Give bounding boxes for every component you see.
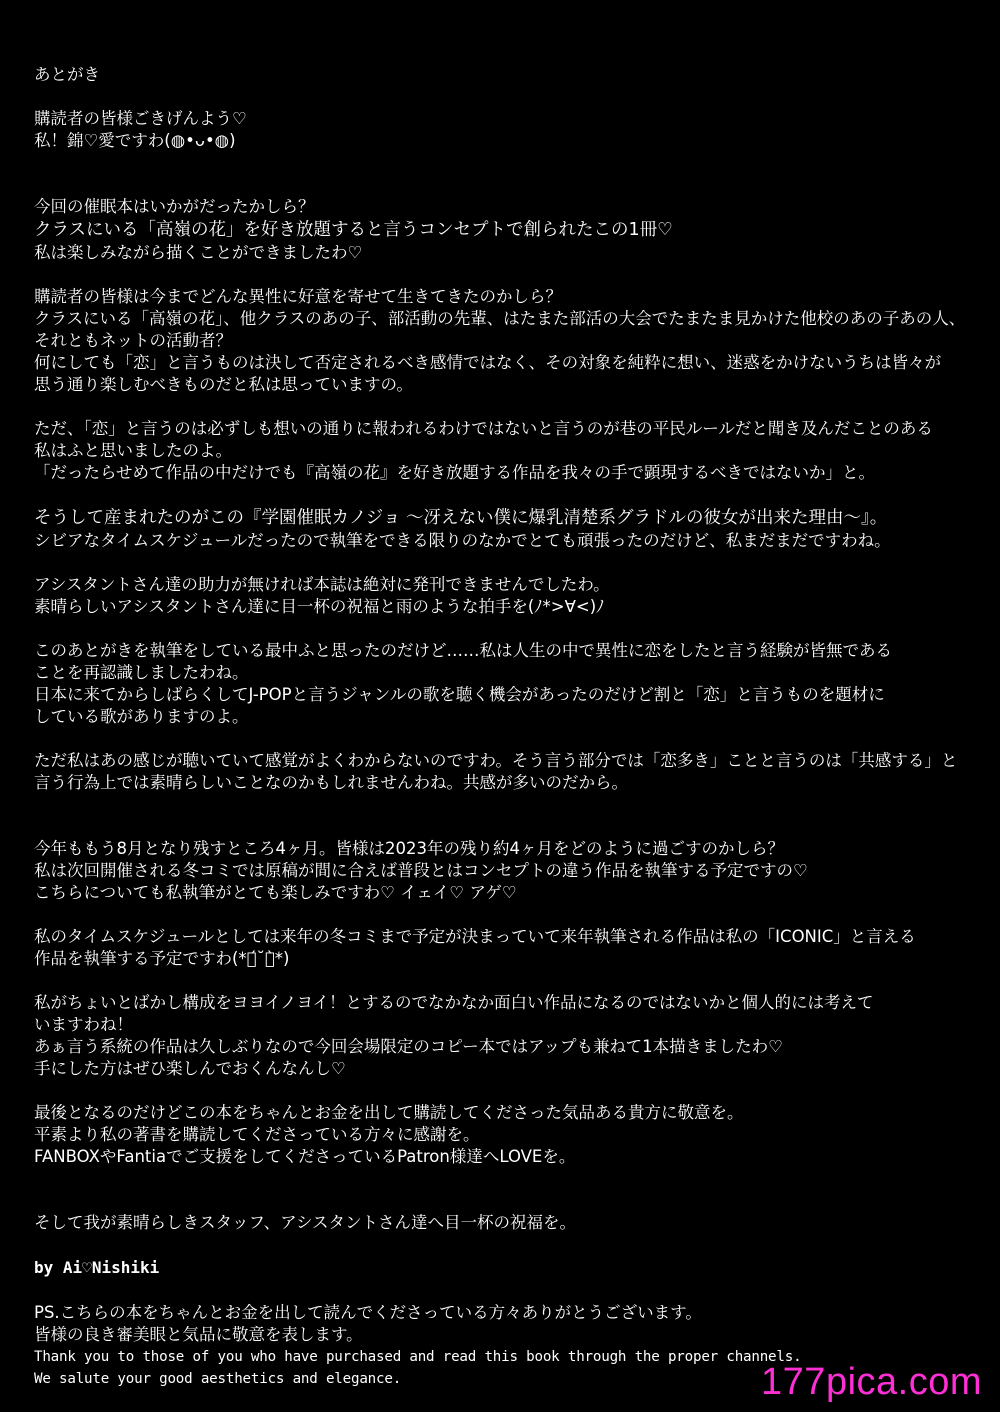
paragraph-line: クラスにいる「高嶺の花」、他クラスのあの子、部活動の先輩、はたまた部活の大会でたまたま見かけた他校のあの子あの人、	[34, 309, 966, 328]
signature-by: by Ai	[34, 1258, 83, 1277]
paragraph-line: 日本に来てからしばらくしてJ-POPと言うジャンルの歌を聴く機会があったのだけど割と「恋」と言うものを題材に	[34, 685, 885, 704]
watermark-domain: pica.com	[825, 1361, 982, 1403]
paragraph-line: 平素より私の著書を購読してくださっている方々に感謝を。	[34, 1125, 480, 1144]
ps-line: 皆様の良き審美眼と気品に敬意を表します。	[34, 1325, 363, 1344]
paragraph-line: ただ私はあの感じが聴いていて感覚がよくわからないのですわ。そう言う部分では「恋多き」ことと言うのは「共感する」と	[34, 751, 958, 770]
heart-icon: ♡	[82, 1258, 92, 1277]
paragraph-line: このあとがきを執筆をしている最中ふと思ったのだけど……私は人生の中で異性に恋をしたと言う経験が皆無である	[34, 641, 892, 660]
paragraph-line: 私がちょいとばかし構成をヨヨイノヨイ！とするのでなかなか面白い作品になるのではないかと個人的には考えて	[34, 993, 874, 1012]
paragraph-line: 何にしても「恋」と言うものは決して否定されるべき感情ではなく、その対象を純粋に想い、迷惑をかけないうちは皆々が	[34, 353, 942, 372]
ps-line: PS.こちらの本をちゃんとお金を出して読んでくださっている方々ありがとうございます。	[34, 1303, 702, 1322]
paragraph-line: 今回の催眠本はいかがだったかしら？	[34, 197, 315, 216]
paragraph-line: 素晴らしいアシスタントさん達に目一杯の祝福と雨のような拍手を(ﾉ*>∀<)ﾉ	[34, 597, 605, 616]
site-watermark	[761, 1361, 982, 1404]
paragraph-line: ただ、「恋」と言うのは必ずしも想いの通りに報われるわけではないと言うのが巷の平民ルールだと聞き及んだことのある	[34, 419, 933, 438]
paragraph-line: 手にした方はぜひ楽しんでおくんなんし♡	[34, 1059, 346, 1078]
paragraph-line: 私はふと思いましたのよ。	[34, 441, 232, 460]
paragraph-line: 私は楽しみながら描くことができましたわ♡	[34, 243, 363, 262]
watermark-number: 177	[761, 1361, 826, 1403]
paragraph-line: それともネットの活動者？	[34, 331, 232, 350]
paragraph-line: 今年ももう8月となり残すところ4ヶ月。皆様は2023年の残り約4ヶ月をどのように過ごすのかしら？	[34, 839, 784, 858]
greeting-line: 購読者の皆様ごきげんよう♡	[34, 109, 247, 128]
english-line: Thank you to those of you who have purchased and read this book through the proper channels.	[34, 1349, 802, 1365]
paragraph-line: シビアなタイムスケジュールだったので執筆をできる限りのなかでとても頑張ったのだけど、私まだまだですわね。	[34, 531, 891, 550]
afterword-heading: あとがき	[34, 65, 100, 84]
paragraph-line: FANBOXやFantiaでご支援をしてくださっているPatron様達へLOVEを。	[34, 1147, 576, 1166]
paragraph-line: 思う通り楽しむべきものだと私は思っていますの。	[34, 375, 413, 394]
paragraph-line: アシスタントさん達の助力が無ければ本誌は絶対に発刊できませんでしたわ。	[34, 575, 610, 594]
paragraph-line: クラスにいる「高嶺の花」を好き放題すると言うコンセプトで創られたこの1冊♡	[34, 220, 673, 240]
signature-name: Nishiki	[91, 1258, 160, 1277]
english-line: We salute your good aesthetics and elegance.	[34, 1371, 402, 1387]
paragraph-line: 作品を執筆する予定ですわ(*ฅ́˘ฅ̀*)	[34, 949, 290, 968]
paragraph-line: そうして産まれたのがこの『学園催眠カノジョ ～冴えない僕に爆乳清楚系グラドルの彼女が出来た理由～』。	[34, 508, 888, 528]
paragraph-line: こちらについても私執筆がとても楽しみですわ♡ イェイ♡ アゲ♡	[34, 883, 517, 902]
paragraph-line: している歌がありますのよ。	[34, 707, 249, 726]
paragraph-line: 「だったらせめて作品の中だけでも『高嶺の花』を好き放題する作品を我々の手で顕現するべきではないか」と。	[34, 463, 876, 482]
paragraph-line: 私のタイムスケジュールとしては来年の冬コミまで予定が決まっていて来年執筆される作品は私の「ICONIC」と言える	[34, 927, 916, 946]
afterword-text	[34, 64, 984, 1390]
paragraph-line: あぁ言う系統の作品は久しぶりなので今回会場限定のコピー本ではアップも兼ねて1本描きましたわ♡	[34, 1037, 783, 1056]
paragraph-line: 私は次回開催される冬コミでは原稿が間に合えば普段とはコンセプトの違う作品を執筆する予定ですの♡	[34, 861, 808, 880]
paragraph-line: そして我が素晴らしきスタッフ、アシスタントさん達へ目一杯の祝福を。	[34, 1213, 577, 1232]
paragraph-line: いますわね！	[34, 1015, 133, 1034]
paragraph-line: 言う行為上では素晴らしいことなのかもしれませんわね。共感が多いのだから。	[34, 773, 628, 792]
paragraph-line: 購読者の皆様は今までどんな異性に好意を寄せて生きてきたのかしら？	[34, 287, 562, 306]
author-signature	[34, 1256, 984, 1280]
greeting-line: 私！錦♡愛ですわ(◍•ᴗ•◍)	[34, 131, 236, 150]
paragraph-line: ことを再認識しましたわね。	[34, 663, 249, 682]
paragraph-line: 最後となるのだけどこの本をちゃんとお金を出して購読してくださった気品ある貴方に敬意を。	[34, 1103, 744, 1122]
